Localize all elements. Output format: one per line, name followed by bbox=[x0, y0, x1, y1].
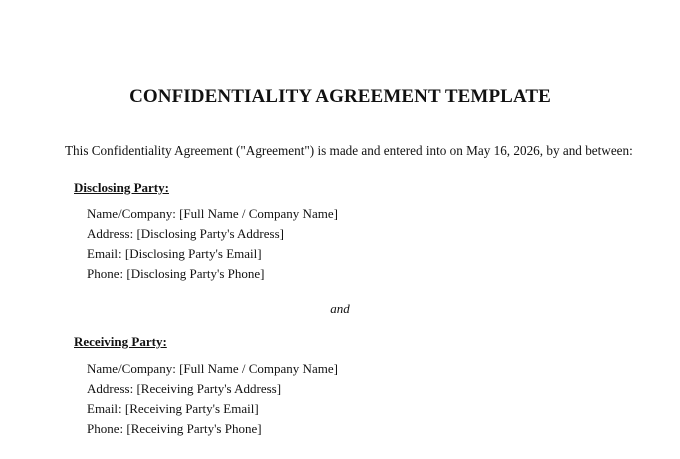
receiving-address-field: Address: [Receiving Party's Address] bbox=[87, 381, 282, 396]
disclosing-name-field: Name/Company: [Full Name / Company Name] bbox=[87, 206, 338, 221]
disclosing-party-heading: Disclosing Party: bbox=[74, 180, 169, 195]
receiving-email-field: Email: [Receiving Party's Email] bbox=[87, 401, 259, 416]
receiving-name-field: Name/Company: [Full Name / Company Name] bbox=[87, 361, 338, 376]
disclosing-phone-field: Phone: [Disclosing Party's Phone] bbox=[87, 266, 265, 281]
intro-paragraph: This Confidentiality Agreement ("Agreement") is made and entered into on May 16, 2026, by and between: bbox=[65, 143, 633, 158]
disclosing-party-fields bbox=[87, 204, 338, 284]
disclosing-email-field: Email: [Disclosing Party's Email] bbox=[87, 246, 262, 261]
receiving-party-heading: Receiving Party: bbox=[74, 334, 167, 349]
disclosing-address-field: Address: [Disclosing Party's Address] bbox=[87, 226, 284, 241]
receiving-phone-field: Phone: [Receiving Party's Phone] bbox=[87, 421, 262, 436]
conjunction-and: and bbox=[330, 301, 350, 316]
document-title: CONFIDENTIALITY AGREEMENT TEMPLATE bbox=[129, 86, 551, 107]
receiving-party-fields bbox=[87, 359, 338, 439]
